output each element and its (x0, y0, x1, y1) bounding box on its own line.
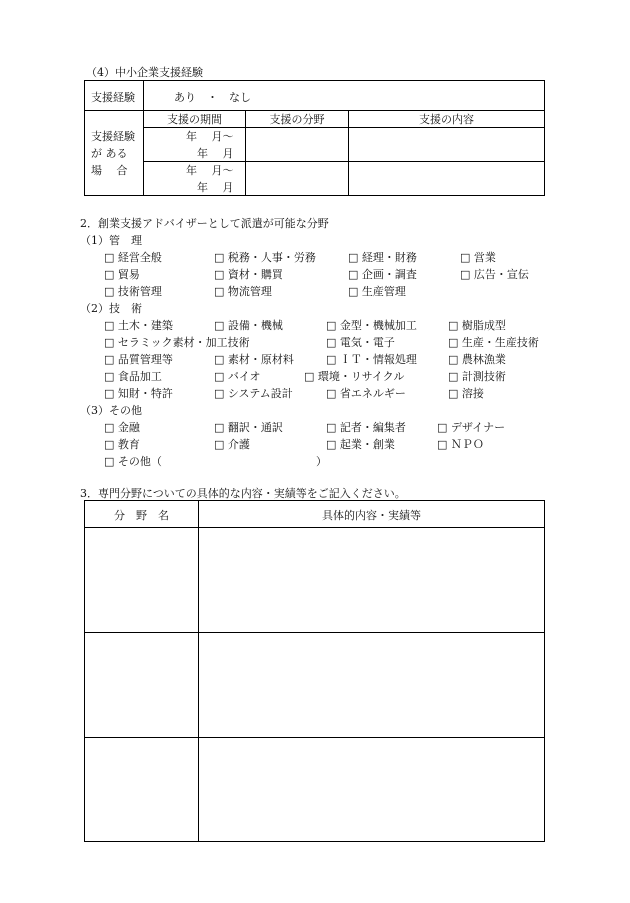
section3-heading: 3．専門分野についての具体的な内容・実績等をご記入ください。 (80, 487, 406, 500)
cb-care[interactable]: □ 介護 (214, 438, 250, 451)
cb-resin-molding[interactable]: □ 樹脂成型 (448, 319, 506, 332)
field-input-2[interactable] (86, 634, 196, 735)
detail-input-2[interactable] (200, 634, 542, 735)
cb-finance[interactable]: □ 金融 (104, 421, 140, 434)
cb-procurement[interactable]: □ 資材・購買 (214, 268, 283, 281)
experience-yes-no[interactable]: あり ・ なし (174, 91, 251, 104)
cb-materials[interactable]: □ 素材・原材料 (214, 353, 294, 366)
cb-planning[interactable]: □ 企画・調査 (348, 268, 417, 281)
cb-production-tech[interactable]: □ 生産・生産技術 (448, 336, 539, 349)
cb-ceramics[interactable]: □ セラミック素材・加工技術 (104, 336, 250, 349)
period-to-1[interactable]: 年 月 (197, 147, 234, 160)
other-close-paren: ） (316, 455, 327, 468)
cb-logistics[interactable]: □ 物流管理 (214, 285, 272, 298)
experience-label: 支援経験 (91, 91, 135, 104)
left-label-line1: 支援経験 (91, 130, 135, 143)
cb-measurement[interactable]: □ 計測技術 (448, 370, 506, 383)
cb-advertising[interactable]: □ 広告・宣伝 (460, 268, 529, 281)
cb-welding[interactable]: □ 溶接 (448, 387, 484, 400)
col-support-field: 支援の分野 (269, 113, 325, 126)
period-from-2[interactable]: 年 月～ (186, 164, 234, 177)
cb-other[interactable]: □ その他（ (104, 455, 162, 468)
cb-npo[interactable]: □ ＮＰＯ (437, 438, 484, 451)
cb-designer[interactable]: □ デザイナー (437, 421, 506, 434)
col-support-period: 支援の期間 (167, 113, 222, 126)
group-management-title: （1）管 理 (80, 234, 142, 247)
section2-heading: 2．創業支援アドバイザーとして派遣が可能な分野 (80, 217, 329, 230)
field-input-3[interactable] (86, 739, 196, 839)
cb-education[interactable]: □ 教育 (104, 438, 140, 451)
col-support-content: 支援の内容 (419, 113, 474, 126)
detail-input-1[interactable] (200, 529, 542, 630)
cb-agriculture[interactable]: □ 農林漁業 (448, 353, 506, 366)
cb-trade[interactable]: □ 貿易 (104, 268, 140, 281)
cb-equipment-machinery[interactable]: □ 設備・機械 (214, 319, 283, 332)
field-input-1[interactable] (86, 529, 196, 630)
cb-sales[interactable]: □ 営業 (460, 251, 496, 264)
cb-startup[interactable]: □ 起業・創業 (326, 438, 395, 451)
cb-civil-engineering[interactable]: □ 土木・建築 (104, 319, 173, 332)
cb-food-processing[interactable]: □ 食品加工 (104, 370, 162, 383)
cb-quality-control[interactable]: □ 品質管理等 (104, 353, 173, 366)
cb-translation[interactable]: □ 翻訳・通訳 (214, 421, 283, 434)
cb-bio[interactable]: □ バイオ (214, 370, 261, 383)
cb-journalist[interactable]: □ 記者・編集者 (326, 421, 406, 434)
left-label-line2: が ある (91, 147, 128, 160)
cb-energy-saving[interactable]: □ 省エネルギー (326, 387, 406, 400)
cb-accounting[interactable]: □ 経理・財務 (348, 251, 417, 264)
cb-environment[interactable]: □ 環境・リサイクル (304, 370, 405, 383)
section4-heading: （4）中小企業支援経験 (86, 66, 203, 79)
group-technology-title: （2）技 術 (80, 302, 142, 315)
cb-ip-patent[interactable]: □ 知財・特許 (104, 387, 173, 400)
cb-mold-machining[interactable]: □ 金型・機械加工 (326, 319, 417, 332)
cb-production-management[interactable]: □ 生産管理 (348, 285, 406, 298)
cb-it[interactable]: □ ＩＴ・情報処理 (326, 353, 417, 366)
cb-tax-hr[interactable]: □ 税務・人事・労務 (214, 251, 316, 264)
col-details: 具体的内容・実績等 (322, 509, 421, 522)
left-label-line3: 場 合 (91, 164, 128, 177)
group-other-title: （3）その他 (80, 404, 142, 417)
cb-management-general[interactable]: □ 経営全般 (104, 251, 162, 264)
col-field-name: 分 野 名 (114, 509, 169, 522)
period-from-1[interactable]: 年 月～ (186, 130, 234, 143)
cb-system-design[interactable]: □ システム設計 (214, 387, 293, 400)
cb-tech-management[interactable]: □ 技術管理 (104, 285, 162, 298)
cb-electrical[interactable]: □ 電気・電子 (326, 336, 395, 349)
detail-input-3[interactable] (200, 739, 542, 839)
period-to-2[interactable]: 年 月 (197, 181, 234, 194)
